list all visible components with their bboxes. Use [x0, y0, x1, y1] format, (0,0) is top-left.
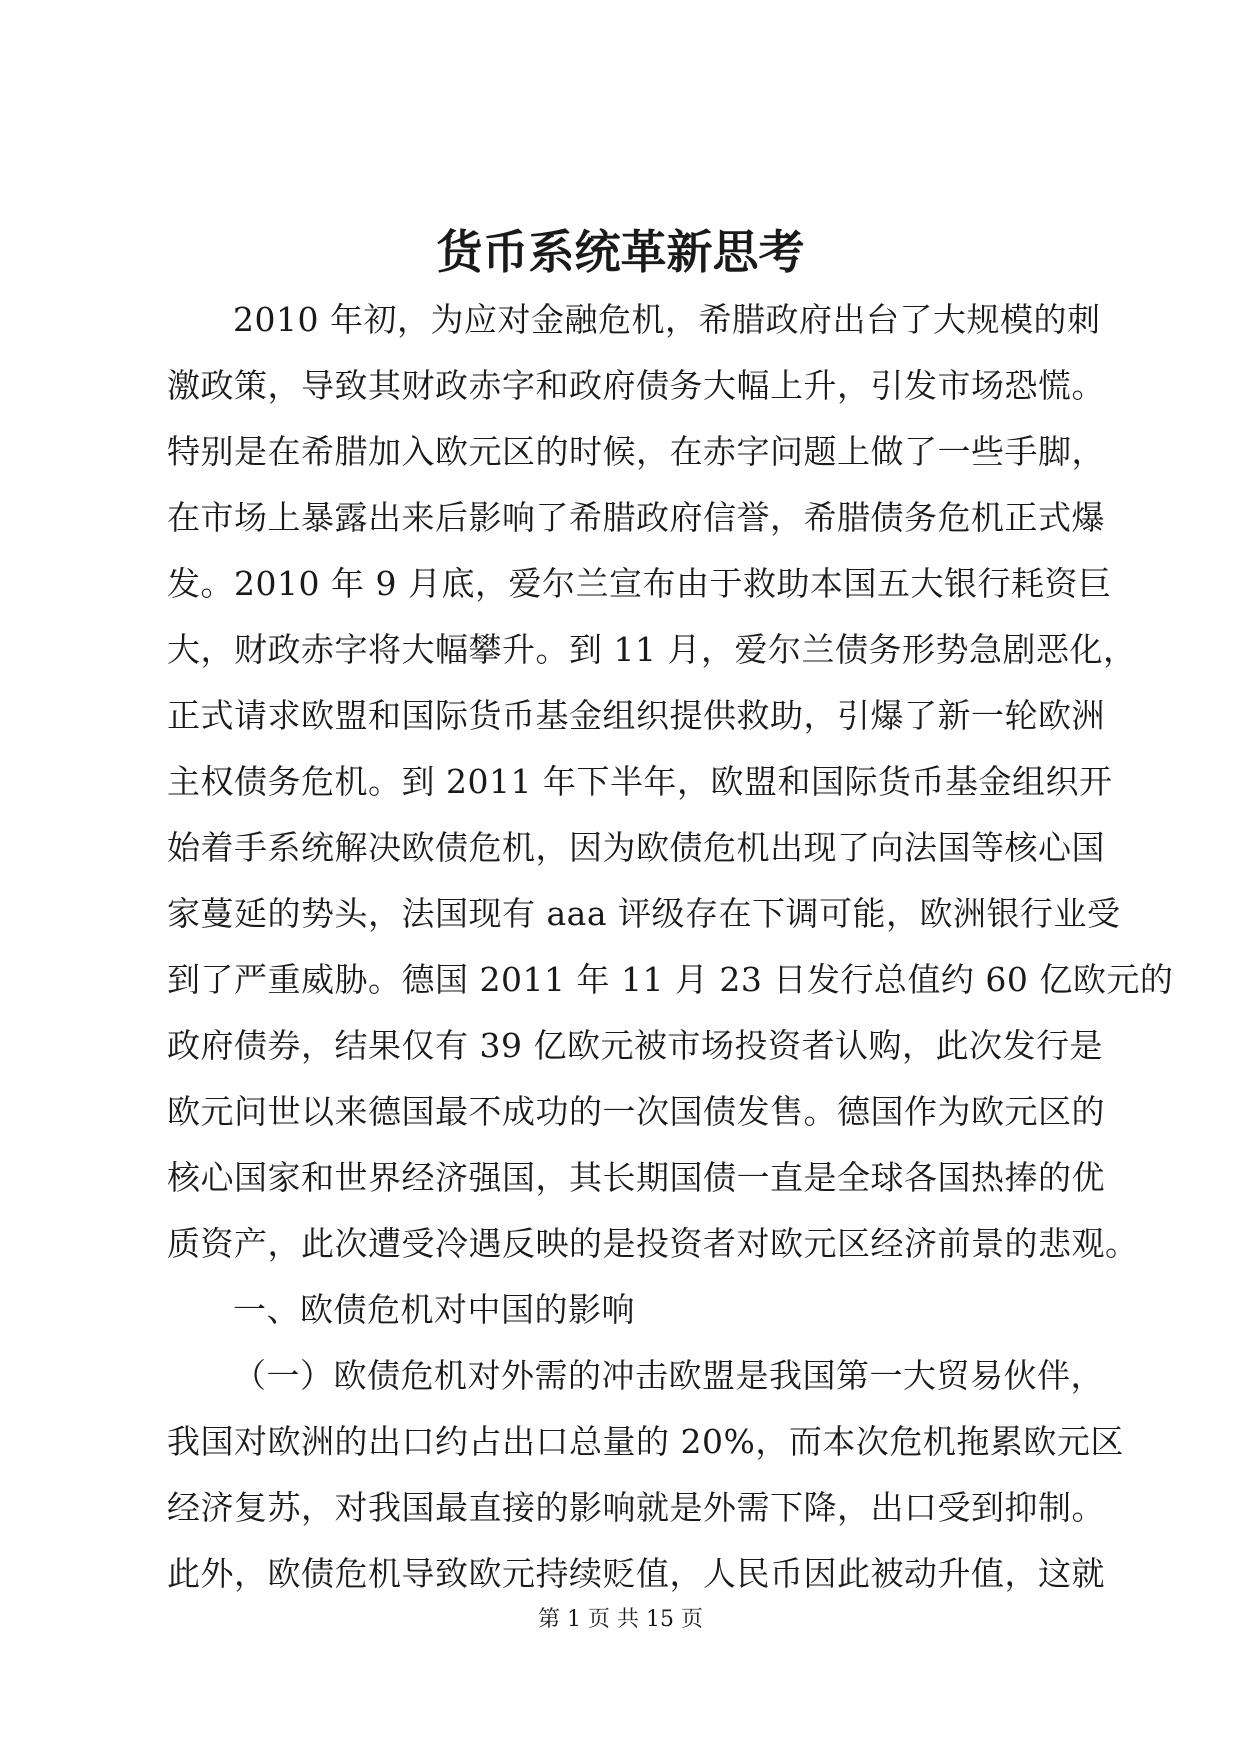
body-line: 家蔓延的势头，法国现有 aaa 评级存在下调可能，欧洲银行业受 [167, 894, 1121, 933]
body-line: 2010 年初，为应对金融危机，希腊政府出台了大规模的刺 [233, 300, 1101, 339]
body-line: 此外，欧债危机导致欧元持续贬值，人民币因此被动升值，这就 [167, 1554, 1105, 1593]
section-heading: 一、欧债危机对中国的影响 [233, 1290, 635, 1329]
document-body [167, 287, 1174, 1607]
body-line: 我国对欧洲的出口约占出口总量的 20%，而本次危机拖累欧元区 [167, 1422, 1124, 1461]
body-line: 正式请求欧盟和国际货币基金组织提供救助，引爆了新一轮欧洲 [167, 696, 1105, 735]
body-line: 特别是在希腊加入欧元区的时候，在赤字问题上做了一些手脚， [167, 432, 1105, 471]
page-footer: 第 1 页 共 15 页 [538, 1607, 703, 1632]
body-line: 经济复苏，对我国最直接的影响就是外需下降，出口受到抑制。 [167, 1488, 1105, 1527]
body-line: 在市场上暴露出来后影响了希腊政府信誉，希腊债务危机正式爆 [167, 498, 1105, 537]
body-line: 发。2010 年 9 月底，爱尔兰宣布由于救助本国五大银行耗资巨 [167, 564, 1112, 603]
body-line: 到了严重威胁。德国 2011 年 11 月 23 日发行总值约 60 亿欧元的 [167, 960, 1174, 999]
body-line: （一）欧债危机对外需的冲击欧盟是我国第一大贸易伙伴， [233, 1356, 1104, 1395]
body-line: 欧元问世以来德国最不成功的一次国债发售。德国作为欧元区的 [167, 1092, 1105, 1131]
body-line: 始着手系统解决欧债危机，因为欧债危机出现了向法国等核心国 [167, 828, 1105, 867]
body-line: 主权债务危机。到 2011 年下半年，欧盟和国际货币基金组织开 [167, 762, 1113, 801]
body-line: 激政策，导致其财政赤字和政府债务大幅上升，引发市场恐慌。 [167, 366, 1105, 405]
body-line: 核心国家和世界经济强国，其长期国债一直是全球各国热捧的优 [167, 1158, 1105, 1197]
body-line: 政府债券，结果仅有 39 亿欧元被市场投资者认购，此次发行是 [167, 1026, 1103, 1065]
body-line: 质资产，此次遭受冷遇反映的是投资者对欧元区经济前景的悲观。 [167, 1224, 1139, 1263]
document-title: 货币系统革新思考 [436, 225, 805, 279]
body-line: 大，财政赤字将大幅攀升。到 11 月，爱尔兰债务形势急剧恶化， [167, 630, 1137, 669]
